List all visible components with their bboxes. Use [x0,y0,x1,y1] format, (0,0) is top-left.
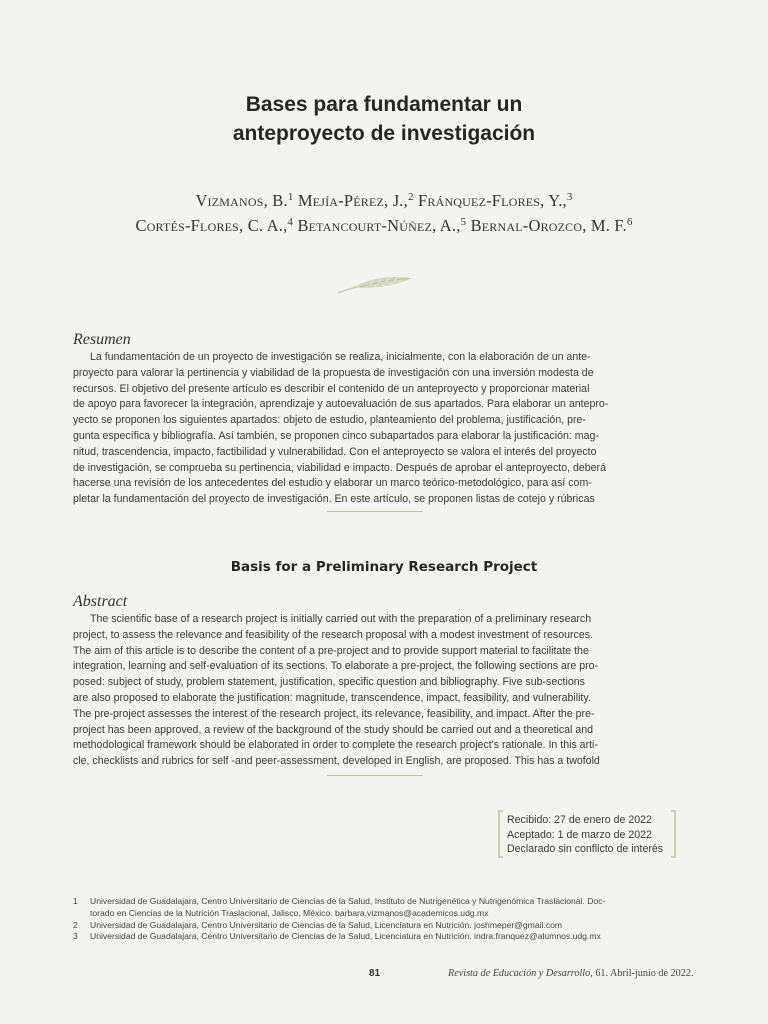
footnote-line: Universidad de Guadalajara, Centro Universitario de Ciencias de la Salud, Licenciatura en Nutrición. indra.franquez@alumnos.udg.mx [90,931,601,942]
footnotes [73,896,683,943]
footnote-number: 3 [73,931,78,942]
author-affiliation-sup: 4 [287,216,294,228]
leaf-ornament-icon [336,272,414,296]
author-affiliation-sup: 3 [566,191,573,203]
title-line-2: anteproyecto de investigación [232,122,536,145]
abstract-line: cle, checklists and rubrics for self -and peer-assessment, developed in English, are proposed. This has a twofold [73,755,600,768]
abstract-body [73,612,679,770]
resumen-line: pletar la fundamentación del proyecto de investigación. En este artículo, se proponen listas de cotejo y rúbricas [73,493,595,506]
abstract-line: methodological framework should be elaborated in order to complete the research project's rationale. In this arti- [73,739,598,752]
title-line-1: Bases para fundamentar un [245,93,523,116]
author-name: Vizmanos, B. [195,191,288,210]
abstract-line: integration, learning and self-evaluation of its sections. To elaborate a pre-project, the following sections are pro- [73,660,599,673]
author-affiliation-sup: 1 [287,191,294,203]
author-name: Cortés-Flores, C. A., [135,216,288,235]
resumen-line: gunta específica y bibliografía. Así también, se proponen cinco subapartados para elaborar la justificación: mag- [73,429,599,442]
footnote-line: Universidad de Guadalajara, Centro Universitario de Ciencias de la Salud, Licenciatura en Nutrición. joshmeper@gmail.com [90,919,563,930]
footnote-line: torado en Ciencias de la Nutrición Traslacional, Jalisco, México. barbara.vizmanos@academicos.udg.mx [90,907,489,918]
resumen-heading: Resumen [73,331,131,348]
resumen-body [73,350,679,508]
author-line-2 [0,213,768,238]
author-name: Betancourt-Núñez, A., [293,216,461,235]
author-affiliation-sup: 5 [460,216,467,228]
bracket-left [498,810,503,858]
author-affiliation-sup: 6 [626,216,633,228]
section-divider [327,511,423,512]
received-date: Recibido: 27 de enero de 2022 [507,814,652,826]
resumen-line: recursos. El objetivo del presente artículo es describir el contenido de un anteproyecto y proporcionar material [73,382,590,395]
abstract-line: project has been approved, a review of the background of the study should be carried out and a theoretical and [73,723,594,736]
abstract-line: project, to assess the relevance and feasibility of the research proposal with a modest investment of resources. [73,628,593,641]
author-name: Mejía-Pérez, J., [293,191,408,210]
author-line-1 [0,188,768,213]
journal-name: Revista de Educación y Desarrollo, [448,968,593,979]
resumen-line: proyecto para valorar la pertinencia y viabilidad de la propuesta de investigación con una inversión modesta de [73,366,594,379]
conflict-statement: Declarado sin conflicto de interés [507,843,664,855]
resumen-line: nitud, trascendencia, impacto, factibilidad y vulnerabilidad. Con el anteproyecto se valora el interés del proyecto [73,445,597,458]
accepted-date: Aceptado: 1 de marzo de 2022 [507,828,652,841]
abstract-line: are also proposed to elaborate the justification: magnitude, transcendence, impact, feasibility, and vulnerability. [73,691,591,704]
english-title: Basis for a Preliminary Research Project [230,559,538,575]
journal-citation [448,968,694,979]
resumen-line: La fundamentación de un proyecto de investigación se realiza, inicialmente, con la elaboración de un ante- [90,351,591,363]
article-title [0,90,768,148]
resumen-line: de apoyo para favorecer la integración, aprendizaje y autoevaluación de sus apartados. Para elaborar un antepro- [73,398,609,411]
bracket-right [671,810,676,858]
footnote-line: Universidad de Guadalajara, Centro Universitario de Ciencias de la Salud, Instituto de Nutrigenética y Nutrigenómica Traslacional. Doc- [90,896,606,906]
abstract-line: The pre-project assesses the interest of the research project, its relevance, feasibility, and impact. After the pre- [73,707,595,720]
abstract-line: The aim of this article is to describe the content of a pre-project and to provide support material to facilitate the [73,644,589,657]
footnote [73,896,683,920]
footnote [73,931,683,943]
abstract-heading: Abstract [73,593,128,610]
author-affiliation-sup: 2 [407,191,414,203]
footnote-number: 1 [73,896,78,906]
page-number: 81 [369,968,381,979]
resumen-line: yecto se proponen los siguientes apartados: objeto de estudio, planteamiento del problema, justificación, pre- [73,414,586,427]
author-name: Bernal-Orozco, M. F. [466,216,627,235]
section-divider [327,775,423,776]
footnote-number: 2 [73,919,78,930]
resumen-line: hacerse una revisión de los antecedentes del estudio y elaborar un marco teórico-metodológico, para así com- [73,477,592,490]
submission-dates-box [498,810,676,858]
resumen-line: de investigación, se comprueba su pertinencia, viabilidad e impacto. Después de aprobar el anteproyecto, deberá [73,461,606,474]
journal-issue: 61. Abril-junio de 2022. [592,968,694,979]
abstract-line: posed: subject of study, problem statement, justification, specific question and bibliography. Five sub-sections [73,676,585,689]
footnote [73,920,683,932]
author-name: Fránquez-Flores, Y., [413,191,567,210]
abstract-line: The scientific base of a research project is initially carried out with the preparation of a preliminary research [90,613,592,625]
author-list [0,188,768,238]
